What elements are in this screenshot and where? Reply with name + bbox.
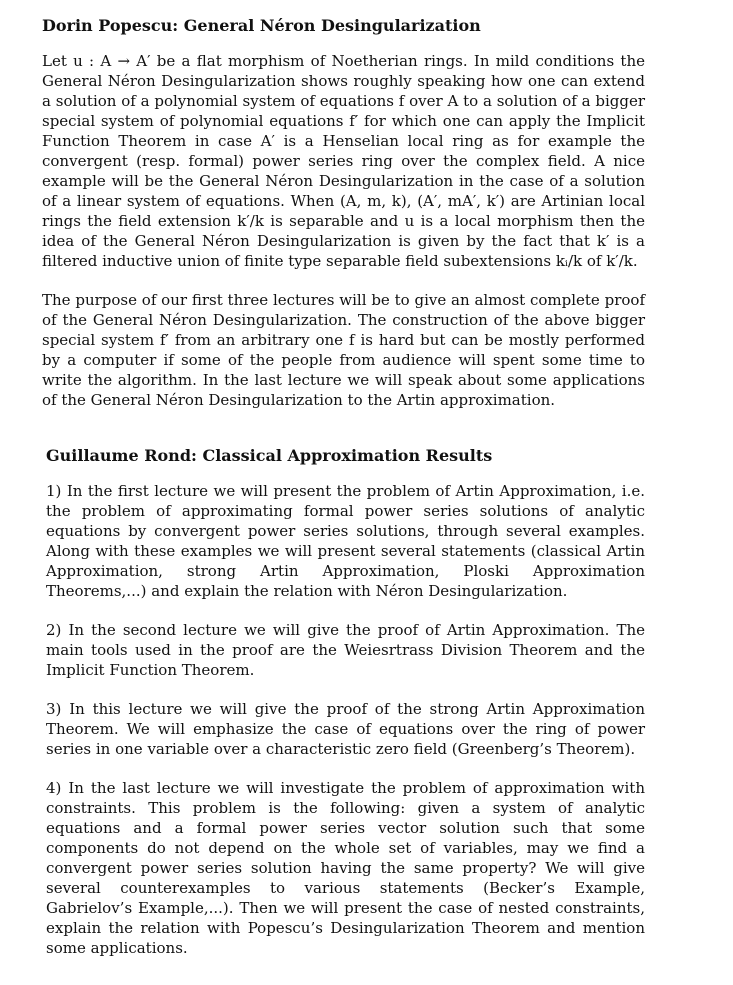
paragraph-rond-3: 3) In this lecture we will give the proof of the strong Artin Approximation Theorem. We will emphasize the case of equations over the ring of power series in one variable over a characteristic zero field (Greenberg’s Theorem).: [46, 700, 645, 758]
paragraph-rond-2: 2) In the second lecture we will give the proof of Artin Approximation. The main tools used in the proof are the Weiesrtrass Division Theorem and the Implicit Function Theorem.: [46, 621, 645, 679]
paragraph-rond-1: 1) In the first lecture we will present the problem of Artin Approximation, i.e. the problem of approximating formal power series solutions of analytic equations by convergent power series solutions, through several examples. Along with these examples we will present several statements (classical Artin Approximation, strong Artin Approximation, Ploski Approximation Theorems,...) and explain the relation with Néron Desingularization.: [46, 482, 645, 600]
section-rond: [42, 446, 645, 958]
section-heading-popescu: Dorin Popescu: General Néron Desingularization: [42, 16, 481, 35]
paragraph-rond-4: 4) In the last lecture we will investigate the problem of approximation with constraints. This problem is the following: given a system of analytic equations and a formal power series vector solution such that some components do not depend on the whole set of variables, may we find a convergent power series solution having the same property? We will give several counterexamples to various statements (Becker’s Example, Gabrielov’s Example,...). Then we will present the case of nested constraints, explain the relation with Popescu’s Desingularization Theorem and mention some applications.: [46, 779, 645, 957]
paragraph-popescu-1: Let u : A → A′ be a flat morphism of Noetherian rings. In mild conditions the General Néron Desingularization shows roughly speaking how one can extend a solution of a polynomial system of equations f over A to a solution of a bigger special system of polynomial equations f′ for which one can apply the Implicit Function Theorem in case A′ is a Henselian local ring as for example the convergent (resp. formal) power series ring over the complex field. A nice example will be the General Néron Desingularization in the case of a solution of a linear system of equations. When (A, m, k), (A′, mA′, k′) are Artinian local rings the field extension k′/k is separable and u is a local morphism then the idea of the General Néron Desingularization is given by the fact that k′ is a filtered inductive union of finite type separable field subextensions kᵢ/k of k′/k.: [42, 52, 645, 270]
section-popescu: [42, 16, 645, 410]
paragraph-popescu-2: The purpose of our first three lectures will be to give an almost complete proof of the General Néron Desingularization. The construction of the above bigger special system f′ from an arbitrary one f is hard but can be mostly performed by a computer if some of the people from audience will spent some time to write the algorithm. In the last lecture we will speak about some applications of the General Néron Desingularization to the Artin approximation.: [42, 291, 645, 409]
section-heading-rond: Guillaume Rond: Classical Approximation Results: [46, 446, 493, 465]
